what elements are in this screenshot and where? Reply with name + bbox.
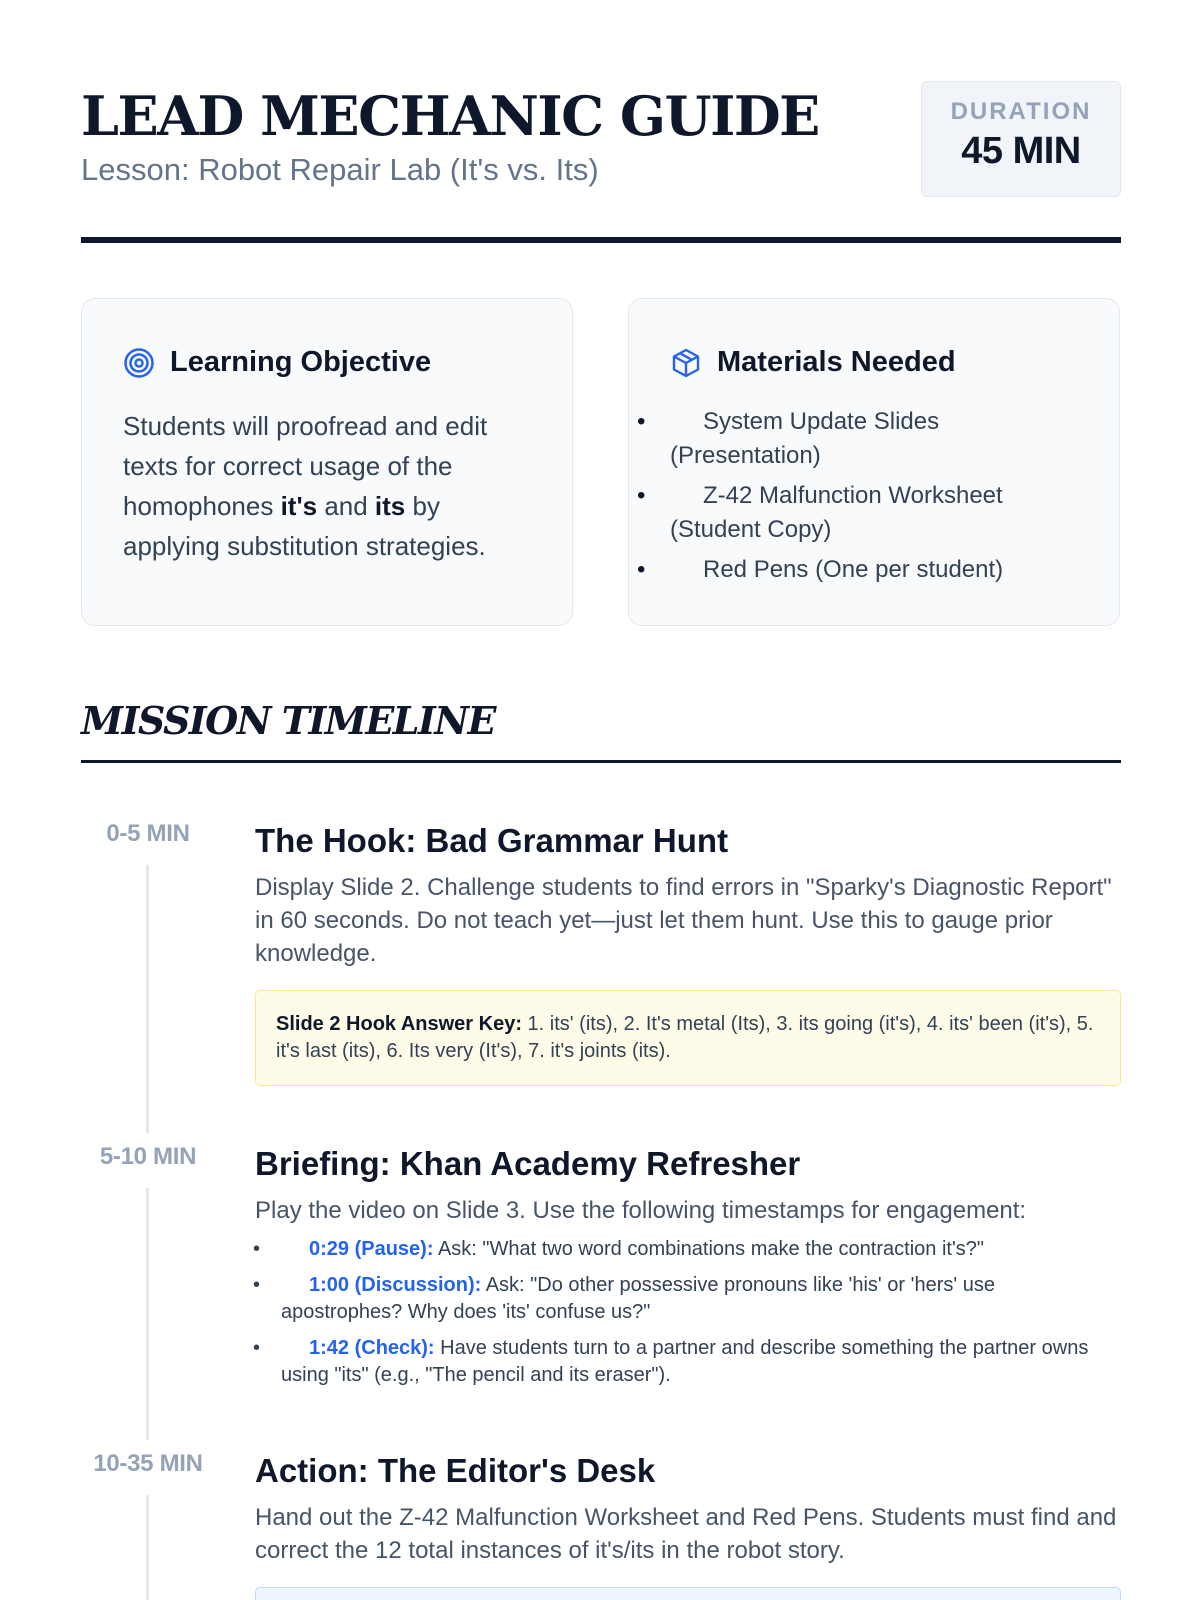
step-description: Play the video on Slide 3. Use the following timestamps for engagement:: [255, 1197, 1027, 1224]
lesson-subtitle: Lesson: Robot Repair Lab (It's vs. Its): [81, 152, 599, 187]
materials-list: [670, 405, 1090, 593]
timestamp-key: 0:29 (Pause):: [309, 1238, 434, 1260]
timeline-connector: [146, 865, 149, 1133]
info-note: [255, 1587, 1121, 1600]
timestamp-item: • 0:29 (Pause): Ask: "What two word combinations make the contraction it's?": [281, 1236, 1121, 1263]
header-divider: [81, 237, 1121, 243]
timestamp-key: 1:00 (Discussion):: [309, 1274, 482, 1296]
step-description: Hand out the Z-42 Malfunction Worksheet and Red Pens. Students must find and correct the 12 total instances of it's/its in the robot story.: [255, 1504, 1117, 1564]
timestamp-item: • 1:00 (Discussion): Ask: "Do other possessive pronouns like 'his' or 'hers' use apostrophes? Why does 'its' confuse us?": [281, 1272, 1121, 1326]
timeline-connector: [146, 1188, 149, 1440]
step-time-label: 5-10 MIN: [99, 1143, 197, 1170]
timeline-title: MISSION TIMELINE: [81, 698, 496, 743]
materials-item: • Red Pens (One per student): [670, 553, 1090, 587]
step-time-label: 10-35 MIN: [93, 1450, 203, 1477]
answer-key-note: [255, 990, 1121, 1086]
target-icon: [123, 347, 155, 379]
box-icon: [670, 347, 702, 379]
timestamp-list: [281, 1236, 1121, 1398]
step-title: The Hook: Bad Grammar Hunt: [255, 822, 729, 859]
lesson-guide-page: [81, 0, 1121, 1600]
materials-item: • Z-42 Malfunction Worksheet (Student Copy): [670, 479, 1090, 547]
page-title: LEAD MECHANIC GUIDE: [81, 84, 819, 148]
timestamp-item: • 1:42 (Check): Have students turn to a partner and describe something the partner owns using "its" (e.g., "The pencil and its eraser").: [281, 1335, 1121, 1389]
step-time-label: 0-5 MIN: [106, 820, 190, 847]
answer-key-text: 1. its' (its), 2. It's metal (Its), 3. its going (it's), 4. its' been (it's), 5. it's last (its), 6. Its very (It's), 7. it's joints (its).: [276, 1013, 1094, 1062]
objective-card: [81, 298, 573, 626]
step-title: Briefing: Khan Academy Refresher: [255, 1145, 801, 1182]
timestamp-key: 1:42 (Check):: [309, 1337, 435, 1359]
step-description: Display Slide 2. Challenge students to find errors in "Sparky's Diagnostic Report" in 60 seconds. Do not teach yet—just let them hunt. Use this to gauge prior knowledge.: [255, 874, 1112, 967]
objective-term-its-possessive: its: [374, 491, 406, 521]
objective-text: Students will proofread and edit texts for correct usage of the homophones it's and its by applying substitution strategies.: [123, 411, 488, 561]
timeline-divider: [81, 760, 1121, 763]
timeline-connector: [146, 1495, 149, 1600]
materials-item: • System Update Slides (Presentation): [670, 405, 1090, 473]
materials-card: [628, 298, 1120, 626]
materials-title: Materials Needed: [717, 346, 956, 378]
objective-title: Learning Objective: [170, 346, 432, 378]
duration-badge: [921, 81, 1121, 197]
duration-value: 45 MIN: [961, 130, 1081, 172]
duration-label: DURATION: [950, 98, 1092, 125]
answer-key-label: Slide 2 Hook Answer Key:: [276, 1013, 522, 1035]
objective-term-its-contraction: it's: [280, 491, 318, 521]
step-title: Action: The Editor's Desk: [255, 1452, 656, 1489]
